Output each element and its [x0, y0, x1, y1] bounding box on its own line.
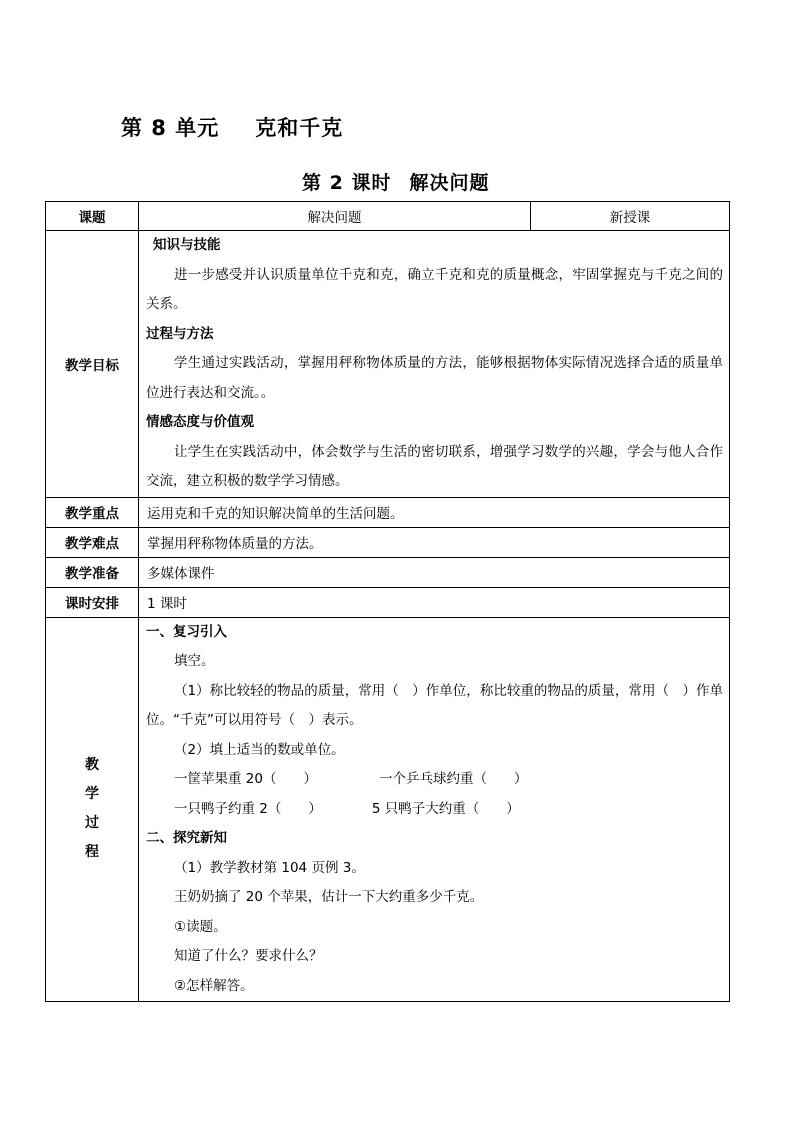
key-point-row [46, 497, 730, 527]
question-2: （2）填上适当的数或单位。 [174, 741, 345, 758]
objectives-text-process: 学生通过实践活动，掌握用秤称物体质量的方法，能够根据物体实际情况选择合适的质量单位进行表达和交流。。 [146, 355, 723, 401]
objectives-heading-process: 过程与方法 [146, 325, 214, 342]
schedule-row [46, 587, 730, 617]
objectives-heading-knowledge: 知识与技能 [153, 237, 221, 253]
explore-line-4: 知道了什么？要求什么？ [174, 948, 323, 964]
preparation-text: 多媒体课件 [139, 557, 730, 587]
topic-label: 课题 [46, 202, 139, 231]
lesson-label: 第 2 课时 [302, 172, 392, 194]
lesson-plan-table [45, 201, 730, 1002]
objectives-row [46, 231, 730, 498]
process-label-char: 学 [85, 786, 99, 803]
schedule-text: 1 课时 [139, 587, 730, 617]
unit-label: 第 8 单元 [121, 116, 220, 140]
objectives-heading-attitude: 情感态度与价值观 [146, 414, 254, 430]
preparation-row [46, 557, 730, 587]
fill-items-row-1 [146, 765, 723, 795]
objectives-text-knowledge: 进一步感受并认识质量单位千克和克，确立千克和克的质量概念，牢固掌握克与千克之间的关系。 [146, 266, 723, 312]
unit-name: 克和千克 [255, 116, 344, 140]
schedule-label: 课时安排 [46, 587, 139, 617]
explore-line-3: ①读题。 [174, 918, 227, 935]
lesson-title [302, 168, 489, 195]
process-row [46, 617, 730, 1002]
process-label [46, 617, 139, 1002]
preparation-label: 教学准备 [46, 557, 139, 587]
lesson-type: 新授课 [531, 202, 730, 231]
difficulty-label: 教学难点 [46, 527, 139, 557]
fill-item: 5 只鸭子大约重（ ） [371, 800, 520, 817]
objectives-label: 教学目标 [46, 231, 139, 498]
process-label-char: 教 [85, 757, 99, 774]
objectives-content [139, 231, 730, 498]
process-content [139, 617, 730, 1002]
process-label-char: 过 [85, 815, 99, 832]
lesson-name: 解决问题 [409, 172, 490, 194]
explore-line-2: 王奶奶摘了 20 个苹果，估计一下大约重多少千克。 [174, 889, 484, 905]
explore-line-5: ②怎样解答。 [174, 977, 254, 994]
fill-items-row-2 [146, 795, 723, 825]
fill-item: 一只鸭子约重 2（ ） [174, 800, 322, 817]
explore-heading: 二、探究新知 [146, 830, 227, 846]
header-row [46, 202, 730, 231]
explore-line-1: （1）教学教材第 104 页例 3。 [174, 859, 365, 876]
fill-item: 一个乒乓球约重（ ） [378, 771, 528, 787]
process-label-char: 程 [85, 844, 99, 861]
objectives-text-attitude: 让学生在实践活动中，体会数学与生活的密切联系，增强学习数学的兴趣，学会与他人合作交流，建立积极的数学学习情感。 [146, 443, 723, 489]
topic-value: 解决问题 [139, 202, 531, 231]
review-heading: 一、复习引入 [146, 623, 227, 640]
fill-blank-instruction: 填空。 [174, 653, 215, 669]
difficulty-text: 掌握用秤称物体质量的方法。 [139, 527, 730, 557]
key-point-label: 教学重点 [46, 497, 139, 527]
key-point-text: 运用克和千克的知识解决简单的生活问题。 [139, 497, 730, 527]
question-1: （1）称比较轻的物品的质量，常用（ ）作单位，称比较重的物品的质量，常用（ ）作单位。“千克”可以用符号（ ）表示。 [146, 682, 723, 728]
difficulty-row [46, 527, 730, 557]
fill-item: 一筐苹果重 20（ ） [174, 771, 317, 787]
unit-title [121, 112, 343, 142]
